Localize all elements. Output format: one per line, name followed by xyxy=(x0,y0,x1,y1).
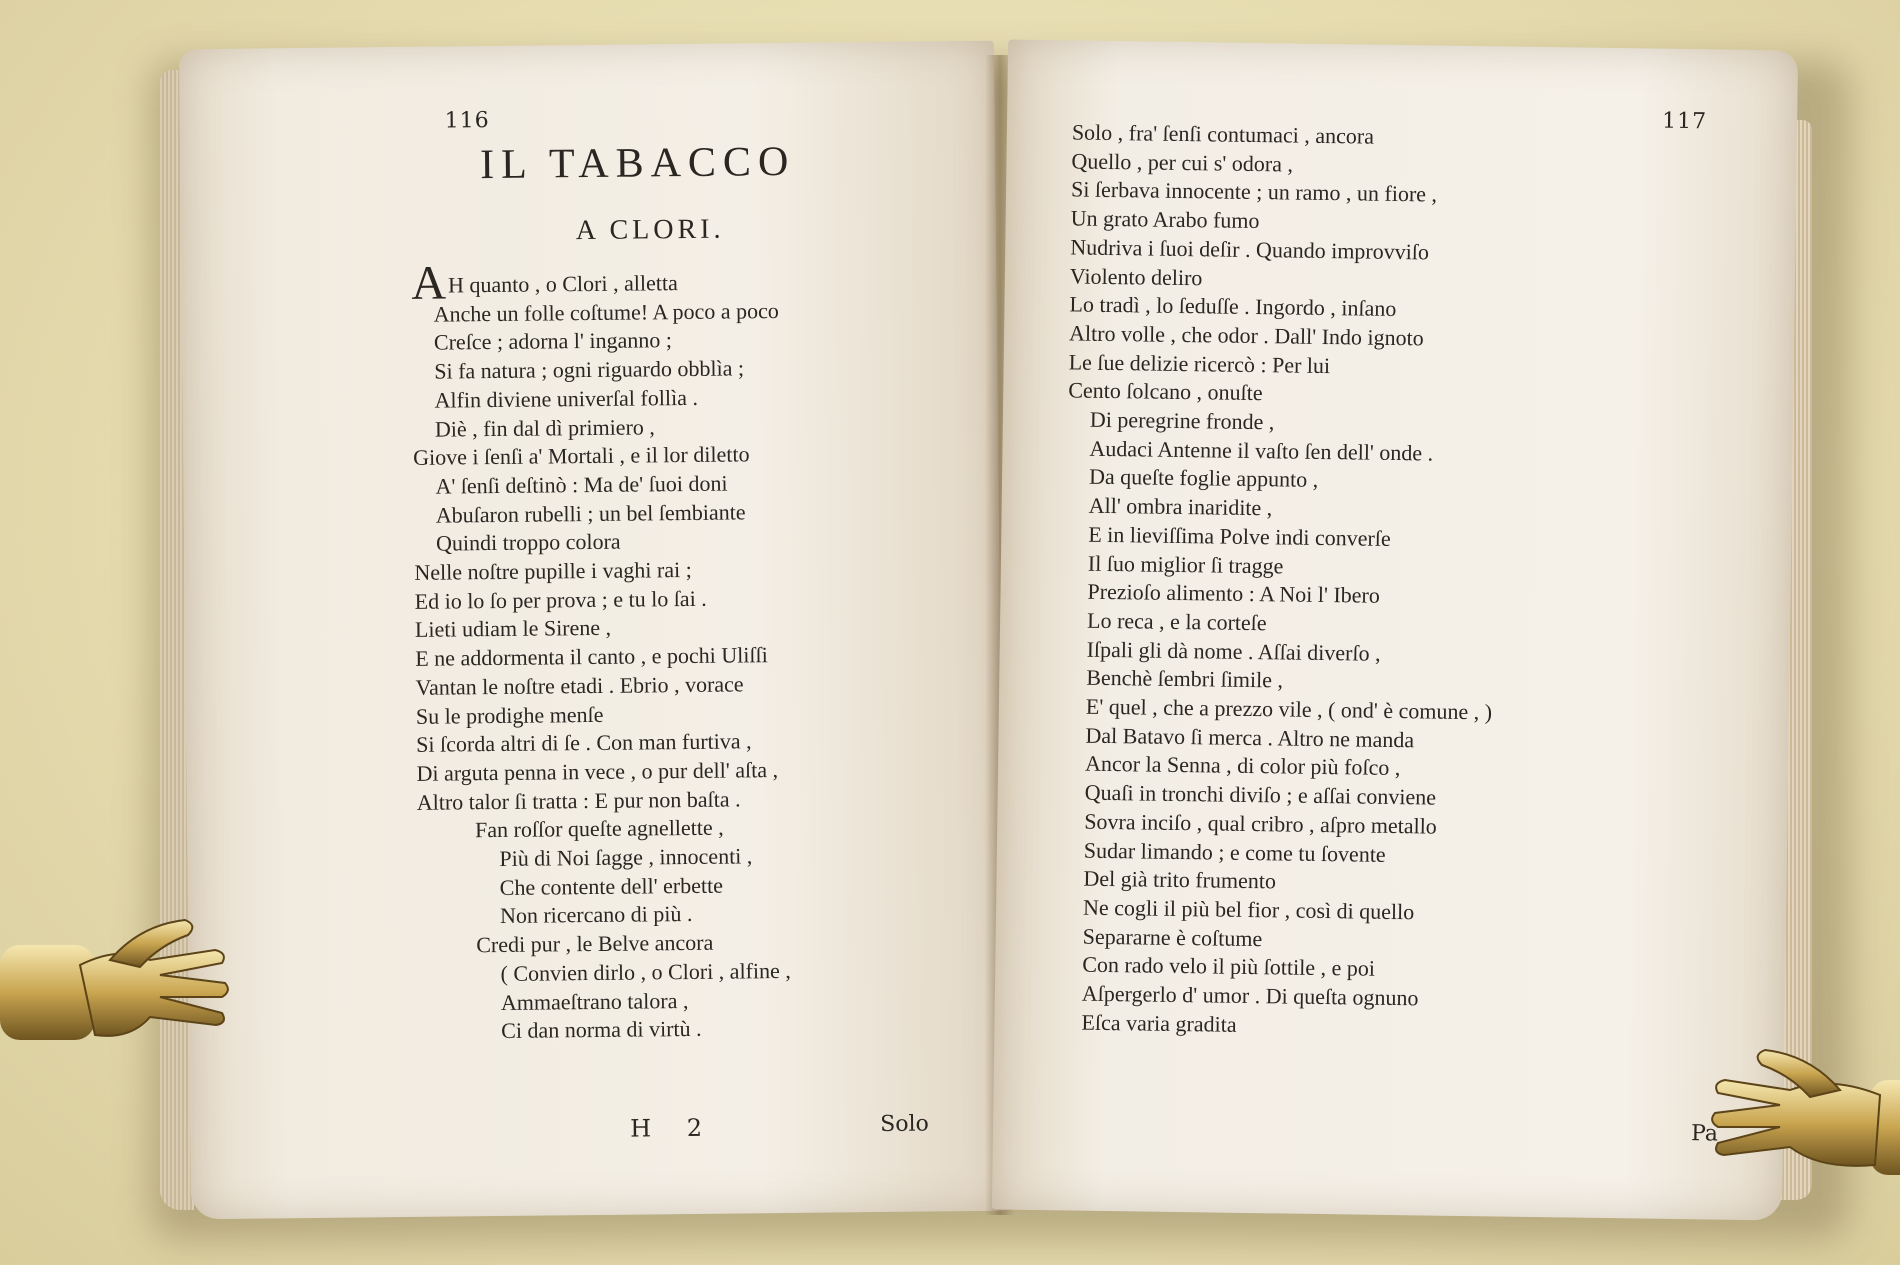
left-page-number: 116 xyxy=(444,108,490,134)
verse-line: Un grato Arabo fumo xyxy=(1070,205,1260,234)
verse-line: All' ombra inaridite , xyxy=(1088,492,1273,521)
verse-line: Si ſcorda altri di ſe . Con man furtiva , xyxy=(416,728,752,758)
verse-line: Audaci Antenne il vaſto ſen dell' onde . xyxy=(1089,435,1434,466)
verse-line: Ne cogli il più bel fior , così di quello xyxy=(1082,894,1415,925)
verse-line: Cento ſolcano , onuſte xyxy=(1068,377,1263,406)
verse-line: ( Convien dirlo , o Clori , alfine , xyxy=(500,957,791,986)
verse-line: Credi pur , le Belve ancora xyxy=(476,929,714,958)
verse-line: Anche un folle coſtume! A poco a poco xyxy=(433,297,779,327)
verse-line: Nelle noſtre pupille i vaghi rai ; xyxy=(414,556,692,585)
verse-line: Ed io lo ſo per prova ; e tu lo ſai . xyxy=(414,585,707,614)
verse-line: Nudriva i ſuoi deſir . Quando improvviſo xyxy=(1070,234,1430,265)
verse-line: Solo , fra' ſenſi contumaci , ancora xyxy=(1071,119,1375,149)
left-page xyxy=(179,41,1006,1219)
verse-line: Creſce ; adorna l' inganno ; xyxy=(433,327,673,356)
verse-line: Quindi troppo colora xyxy=(435,529,621,556)
verse-line: Dal Batavo ſi merca . Altro ne manda xyxy=(1085,722,1415,753)
poem-dedication: A CLORI. xyxy=(575,213,725,247)
verse-line: Aſpergerlo d' umor . Di queſta ognuno xyxy=(1081,980,1419,1011)
verse-line: Di arguta penna in vece , o pur dell' aſta , xyxy=(416,757,779,786)
right-page xyxy=(992,40,1798,1221)
verse-line: Ci dan norma di virtù . xyxy=(501,1016,702,1044)
verse-line: Sovra inciſo , qual cribro , aſpro metallo xyxy=(1084,808,1437,839)
verse-line: Separarne è coſtume xyxy=(1082,923,1263,951)
verse-line: Vantan le noſtre etadi . Ebrio , vorace xyxy=(415,671,744,700)
verse-line: Abuſaron rubelli ; un bel ſembiante xyxy=(435,499,746,528)
verse-line: Iſpali gli dà nome . Aſſai diverſo , xyxy=(1086,636,1381,666)
verse-line: Altro volle , che odor . Dall' Indo ignoto xyxy=(1068,320,1424,351)
verse-line: Giove i ſenſi a' Mortali , e il lor diletto xyxy=(413,441,750,471)
verse-line: Violento deliro xyxy=(1069,262,1203,290)
verse-line: Ammaeſtrano talora , xyxy=(500,987,689,1015)
verse-line: Lo reca , e la corteſe xyxy=(1086,607,1267,636)
verse-line: E in lieviſſima Polve indi converſe xyxy=(1088,521,1391,551)
right-verse-list xyxy=(1059,118,1732,1046)
verse-line: Con rado velo il più ſottile , e poi xyxy=(1082,952,1376,982)
brass-hand-weight-left xyxy=(0,905,230,1055)
verse-line: Diè , fin dal dì primiero , xyxy=(434,413,655,442)
verse-line: Quaſi in tronchi diviſo ; e aſſai conviene xyxy=(1084,779,1437,810)
verse-line: Eſca varia gradita xyxy=(1081,1009,1237,1037)
verse-line: Prezioſo alimento : A Noi l' Ibero xyxy=(1087,578,1381,609)
verse-line: Il ſuo miglior ſi tragge xyxy=(1087,550,1284,578)
verse-line: Fan roſſor queſte agnellette , xyxy=(474,814,724,843)
verse-line: Lieti udiam le Sirene , xyxy=(414,615,612,643)
verse-line: E' quel , che a prezzo vile , ( ond' è comune , ) xyxy=(1085,693,1493,725)
poem-title: IL TABACCO xyxy=(479,138,796,189)
right-page-number: 117 xyxy=(1661,108,1708,135)
verse-line: Si fa natura ; ogni riguardo obblìa ; xyxy=(434,355,745,384)
verse-line: E ne addormenta il canto , e pochi Uliſſi xyxy=(415,642,768,671)
verse-line: Del già trito frumento xyxy=(1083,865,1277,894)
verse-line: Si ſerbava innocente ; un ramo , un fiore , xyxy=(1070,176,1438,207)
verse-line: Che contente dell' erbette xyxy=(499,872,724,900)
verse-line: Su le prodighe menſe xyxy=(415,701,604,729)
verse-line: Ancor la Senna , di color più foſco , xyxy=(1084,751,1401,781)
left-catchword: Solo xyxy=(880,1111,929,1138)
verse-line: Le ſue delizie ricercò : Per lui xyxy=(1068,349,1331,378)
verse-line: Alfin diviene univerſal follìa . xyxy=(434,384,699,413)
verse-line: Altro talor ſi tratta : E pur non baſta . xyxy=(416,786,741,815)
verse-line: Lo tradì , lo ſeduſſe . Ingordo , inſano xyxy=(1069,291,1397,322)
signature-mark: H 2 xyxy=(630,1113,717,1143)
right-catchword: Pa xyxy=(1690,1121,1719,1147)
verse-line: Non ricercano di più . xyxy=(499,901,693,929)
verse-text: H quanto , o Clori , alletta xyxy=(447,270,678,298)
left-page-footer xyxy=(190,1111,1005,1143)
verse-line: Quello , per cui s' odora , xyxy=(1071,148,1294,177)
verse-line: Sudar limando ; e come tu ſovente xyxy=(1083,837,1386,867)
left-verse-list xyxy=(411,256,979,1047)
verse-line: Benchè ſembri ſimile , xyxy=(1086,665,1284,693)
brass-hand-weight-right xyxy=(1700,1035,1900,1185)
verse-line: Più di Noi ſagge , innocenti , xyxy=(499,843,753,872)
verse-line: A' ſenſi deſtinò : Ma de' ſuoi doni xyxy=(435,470,728,499)
drop-cap: A xyxy=(411,256,447,310)
verse-line: Da queſte foglie appunto , xyxy=(1088,464,1319,493)
verse-line: Di peregrine fronde , xyxy=(1089,406,1275,435)
